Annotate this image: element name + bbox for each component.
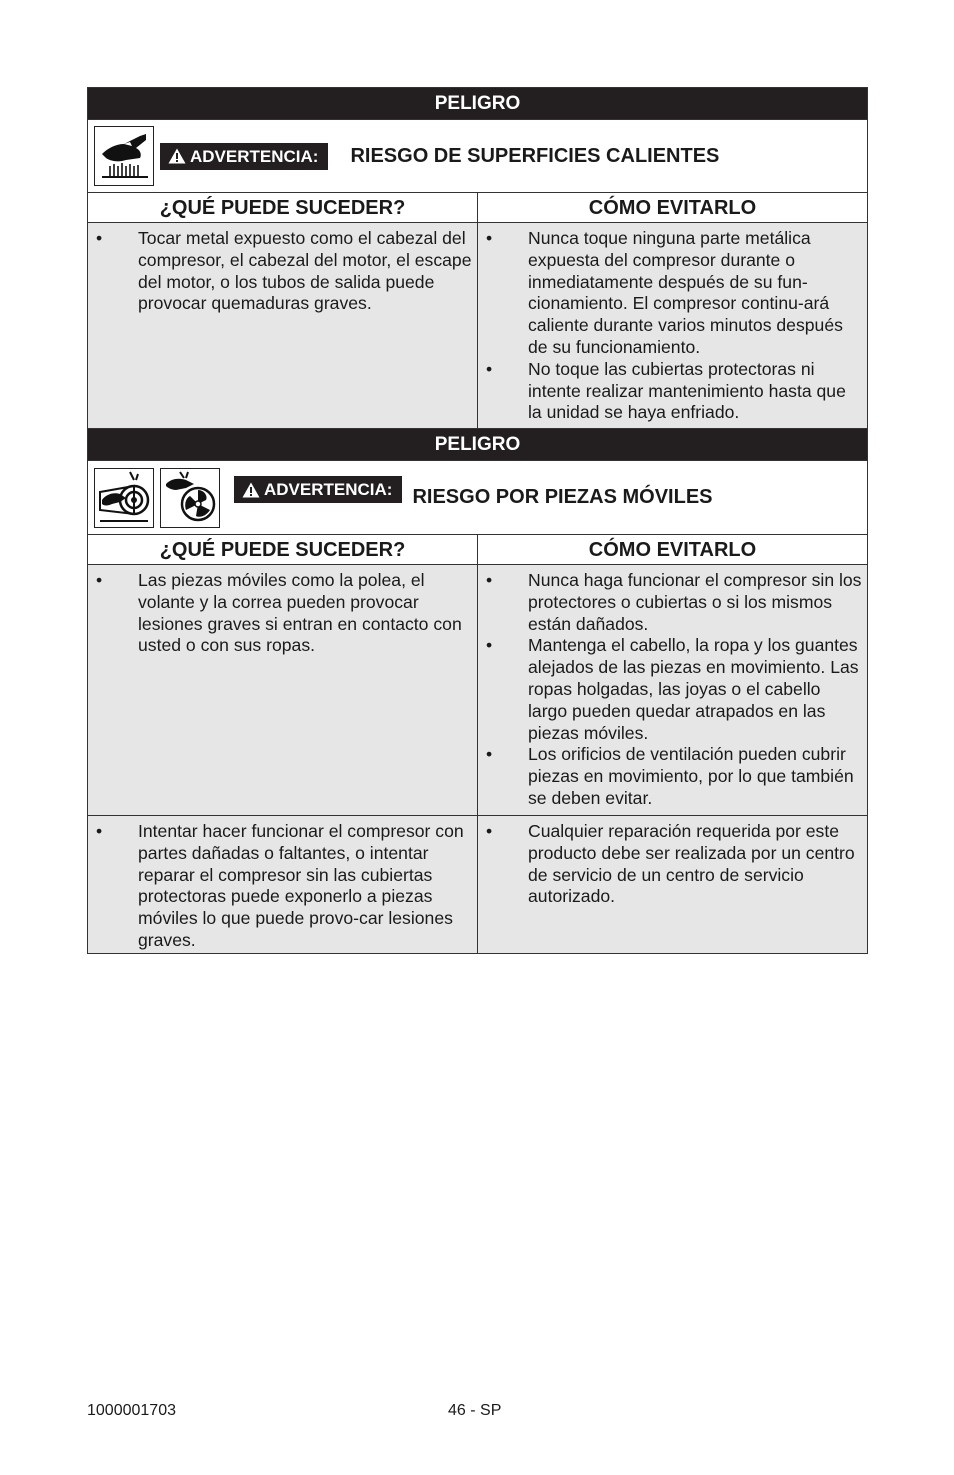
col-how-to-prevent: CÓMO EVITARLO xyxy=(588,197,757,219)
warning-triangle-icon xyxy=(242,482,260,498)
danger-banner: PELIGRO xyxy=(88,88,867,119)
fan-hazard-icon xyxy=(160,468,220,528)
warning-badge xyxy=(234,476,402,503)
left-cell xyxy=(88,565,478,815)
warning-triangle-icon xyxy=(168,148,186,164)
list-item: • Cualquier reparación requerida por este producto debe ser realizada por un centro de servicio de un centro de servicio autorizado. xyxy=(486,821,855,907)
safety-sheet xyxy=(87,87,868,954)
belt-pulley-hazard-icon xyxy=(94,468,154,528)
warning-label: ADVERTENCIA: xyxy=(264,480,393,499)
list-item: • Nunca toque ninguna parte metálica expuesta del compresor durante o inmediatamente después de su fun-cionamiento. El compresor continu-ará caliente durante varios minutos después de su funcionamiento. xyxy=(486,228,843,357)
hazard-title: RIESGO POR PIEZAS MÓVILES xyxy=(412,486,713,508)
list-item: • Los orificios de ventilación pueden cubrir piezas en movimiento, por lo que también se deben evitar. xyxy=(486,744,854,808)
table-row xyxy=(88,815,867,953)
list-item: • Mantenga el cabello, la ropa y los guantes alejados de las piezas en movimiento. Las ropas holgadas, las joyas o el cabello largo pueden quedar atrapados en las piezas móviles. xyxy=(486,635,859,743)
column-headers xyxy=(88,535,867,565)
list-item: • Las piezas móviles como la polea, el volante y la correa pueden provocar lesiones graves si entran en contacto con usted o con sus ropas. xyxy=(96,570,462,656)
warning-label: ADVERTENCIA: xyxy=(190,146,319,166)
right-cell xyxy=(478,223,867,428)
table-row xyxy=(88,223,867,428)
page-number: 46 - SP xyxy=(448,1402,502,1419)
hazard-title: RIESGO DE SUPERFICIES CALIENTES xyxy=(350,144,720,167)
left-cell xyxy=(88,223,478,428)
safety-table xyxy=(87,87,868,954)
col-what-can-happen: ¿QUÉ PUEDE SUCEDER? xyxy=(88,193,478,222)
hazard-header xyxy=(88,119,867,193)
col-how-to-prevent: CÓMO EVITARLO xyxy=(588,539,757,561)
table-row xyxy=(88,565,867,815)
col-what-can-happen: ¿QUÉ PUEDE SUCEDER? xyxy=(88,535,478,564)
list-item: • Tocar metal expuesto como el cabezal del compresor, el cabezal del motor, el escape del motor, o los tubos de salida puede provocar quemaduras graves. xyxy=(96,228,472,314)
right-cell xyxy=(478,565,867,815)
hazard-header xyxy=(88,460,867,535)
warning-badge xyxy=(160,143,328,170)
danger-banner: PELIGRO xyxy=(88,428,867,460)
left-cell xyxy=(88,816,478,953)
column-headers xyxy=(88,193,867,223)
list-item: • Nunca haga funcionar el compresor sin los protectores o cubiertas o si los mismos están dañados. xyxy=(486,570,862,634)
right-cell xyxy=(478,816,867,953)
document-number: 1000001703 xyxy=(87,1402,176,1419)
list-item: • No toque las cubiertas protectoras ni intente realizar mantenimiento hasta que la unidad se haya enfriado. xyxy=(486,358,846,423)
list-item: • Intentar hacer funcionar el compresor con partes dañadas o faltantes, o intentar reparar el compresor sin las cubiertas protectoras puede exponerlo a piezas móviles lo que puede provo-car lesiones graves. xyxy=(96,821,464,950)
hot-surface-icon xyxy=(94,126,154,186)
